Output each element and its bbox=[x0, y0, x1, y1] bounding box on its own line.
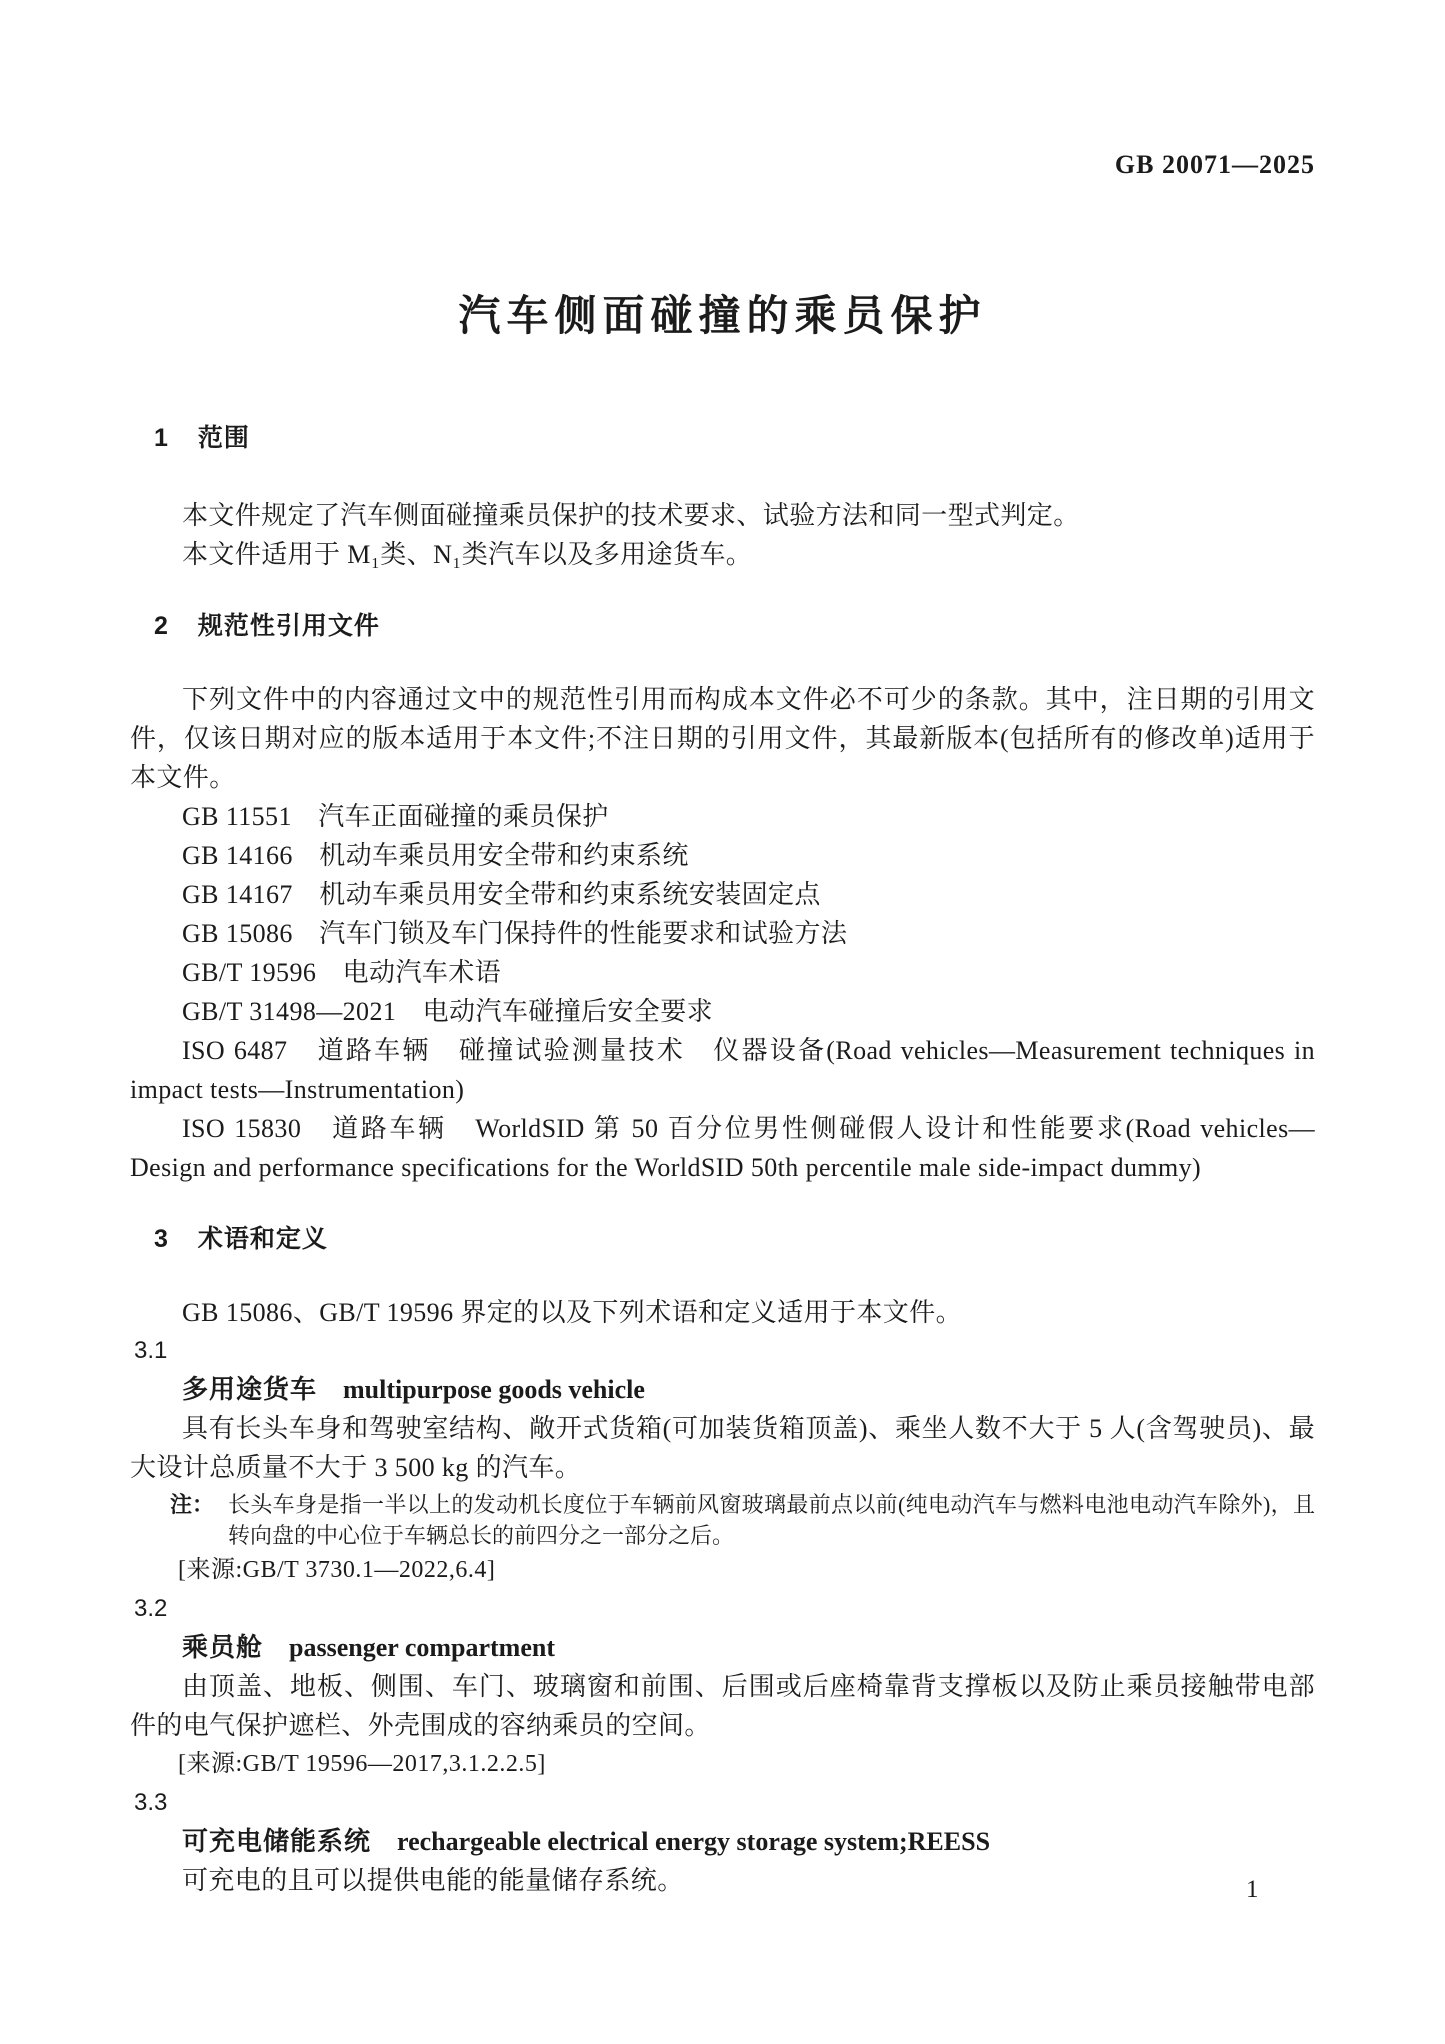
section-2-heading bbox=[130, 610, 1315, 642]
section-3-heading bbox=[130, 1223, 1315, 1255]
section-1-title: 范围 bbox=[197, 424, 250, 452]
reference-item: GB 14167 机动车乘员用安全带和约束系统安装固定点 bbox=[182, 880, 821, 909]
term-name-cn: 乘员舱 bbox=[182, 1632, 264, 1662]
note-text: 长头车身是指一半以上的发动机长度位于车辆前风窗玻璃最前点以前(纯电动汽车与燃料电池电动汽车除外)，且转向盘的中心位于车辆总长的前四分之一部分之后。 bbox=[228, 1492, 1315, 1548]
term-id: 3.1 bbox=[134, 1337, 168, 1364]
section-1-body bbox=[130, 496, 1315, 574]
section-3-intro: GB 15086、GB/T 19596 界定的以及下列术语和定义适用于本文件。 bbox=[182, 1298, 962, 1327]
paragraph: 本文件规定了汽车侧面碰撞乘员保护的技术要求、试验方法和同一型式判定。 bbox=[182, 501, 1080, 530]
term-source: [来源:GB/T 19596—2017,3.1.2.2.5] bbox=[178, 1751, 546, 1777]
term-name-en: multipurpose goods vehicle bbox=[343, 1375, 645, 1404]
term-definition: 可充电的且可以提供电能的能量储存系统。 bbox=[182, 1866, 684, 1895]
section-1-heading bbox=[130, 422, 1315, 454]
section-1-number: 1 bbox=[154, 424, 168, 452]
reference-item: GB 15086 汽车门锁及车门保持件的性能要求和试验方法 bbox=[182, 919, 848, 948]
reference-item: GB/T 19596 电动汽车术语 bbox=[182, 958, 502, 987]
term-line bbox=[130, 1370, 1315, 1409]
section-2-intro: 下列文件中的内容通过文中的规范性引用而构成本文件必不可少的条款。其中，注日期的引用文件，仅该日期对应的版本适用于本文件;不注日期的引用文件，其最新版本(包括所有的修改单)适用于本文件。 bbox=[130, 685, 1315, 792]
term-name-en: passenger compartment bbox=[289, 1633, 555, 1662]
section-3-number: 3 bbox=[154, 1225, 168, 1253]
term-block-3-3 bbox=[130, 1784, 1315, 1900]
term-line bbox=[130, 1628, 1315, 1667]
term-source: [来源:GB/T 3730.1—2022,6.4] bbox=[178, 1557, 496, 1583]
paragraph: 本文件适用于 M₁类、N₁类汽车以及多用途货车。 bbox=[182, 540, 753, 569]
reference-item: GB 14166 机动车乘员用安全带和约束系统 bbox=[182, 841, 689, 870]
note-label: 注： bbox=[170, 1492, 215, 1517]
section-3-title: 术语和定义 bbox=[197, 1225, 328, 1253]
reference-item: ISO 15830 道路车辆 WorldSID 第 50 百分位男性侧碰假人设计和性能要求(Road vehicles—Design and performance specifications for the WorldSID 50th percentile male side-impact dummy) bbox=[130, 1114, 1315, 1182]
term-id: 3.2 bbox=[134, 1595, 168, 1622]
term-note bbox=[170, 1489, 1315, 1551]
term-id: 3.3 bbox=[134, 1789, 168, 1816]
term-block-3-2 bbox=[130, 1590, 1315, 1784]
document-code: GB 20071—2025 bbox=[1114, 150, 1315, 179]
section-2-title: 规范性引用文件 bbox=[197, 612, 380, 640]
term-name-en: rechargeable electrical energy storage system;REESS bbox=[397, 1827, 991, 1856]
term-definition: 由顶盖、地板、侧围、车门、玻璃窗和前围、后围或后座椅靠背支撑板以及防止乘员接触带电部件的电气保护遮栏、外壳围成的容纳乘员的空间。 bbox=[130, 1672, 1315, 1740]
reference-item: ISO 6487 道路车辆 碰撞试验测量技术 仪器设备(Road vehicles—Measurement techniques in impact tests—Instrumentation) bbox=[130, 1036, 1315, 1104]
reference-item: GB 11551 汽车正面碰撞的乘员保护 bbox=[182, 802, 609, 831]
term-name-cn: 多用途货车 bbox=[182, 1374, 318, 1404]
reference-item: GB/T 31498—2021 电动汽车碰撞后安全要求 bbox=[182, 997, 714, 1026]
term-line bbox=[130, 1822, 1315, 1861]
document-title: 汽车侧面碰撞的乘员保护 bbox=[458, 292, 987, 339]
term-definition: 具有长头车身和驾驶室结构、敞开式货箱(可加装货箱顶盖)、乘坐人数不大于 5 人(含驾驶员)、最大设计总质量不大于 3 500 kg 的汽车。 bbox=[130, 1414, 1315, 1482]
term-block-3-1 bbox=[130, 1332, 1315, 1590]
term-name-cn: 可充电储能系统 bbox=[182, 1826, 372, 1856]
page-number: 1 bbox=[1246, 1876, 1259, 1903]
section-2-number: 2 bbox=[154, 612, 168, 640]
reference-list bbox=[130, 797, 1315, 1187]
